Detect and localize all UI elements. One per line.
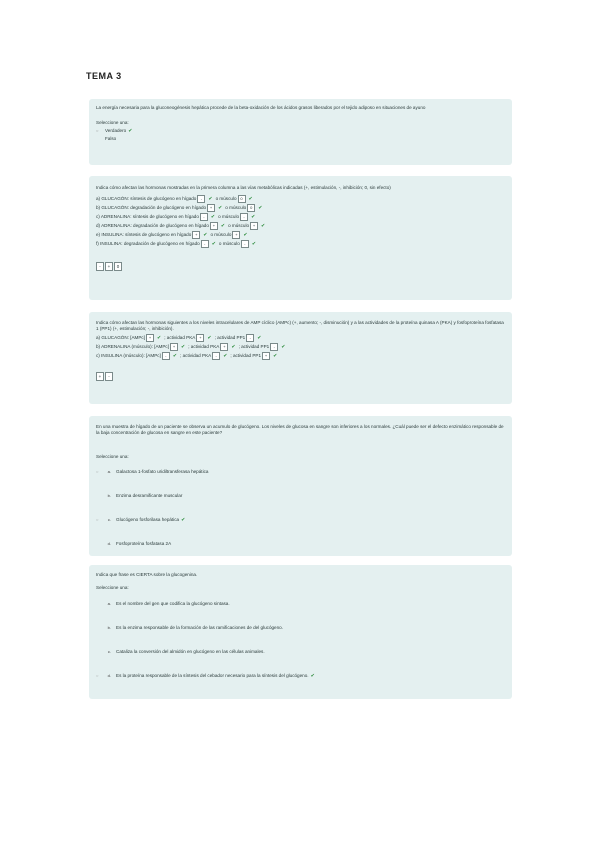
answer-box[interactable]: + xyxy=(220,343,228,351)
answer-box[interactable]: + xyxy=(192,231,200,239)
question-text: La energía necesaria para la gluconeogénesis hepática procede de la beta-oxidación de los ácidos grasos liberados por el tejido adiposo en situaciones de ayuno xyxy=(96,105,426,110)
question-text: Indica que frase es CIERTA sobre la glucogenina. xyxy=(96,572,198,577)
answer-box[interactable]: - xyxy=(201,240,209,248)
row-label: ; actividad PKA xyxy=(164,334,196,340)
answer-box[interactable]: - xyxy=(241,240,249,248)
check-icon: ✔ xyxy=(207,334,212,341)
check-icon: ✔ xyxy=(261,222,266,229)
check-icon: ✔ xyxy=(218,204,223,211)
check-icon: ✔ xyxy=(257,334,262,341)
question-text: Indica cómo afectan las hormonas siguientes a los niveles intracelulares de AMP cíclico (AMPc) (+, aumento; -, disminución) y a las actividades de la proteína quinasa A (PKA) y fosfoproteína fosfatasa 1 (PP1) (+, estimulación; -, inhibición). xyxy=(96,320,504,331)
radio-button[interactable]: ○ xyxy=(96,128,99,133)
radio-button[interactable]: ○ xyxy=(96,517,99,522)
row-label: c) INSULINA (músculo): [AMPc] xyxy=(96,352,161,358)
row-label: o músculo xyxy=(210,231,232,237)
row-label: a) GLUCAGÓN: [AMPc] xyxy=(96,334,146,340)
option-label: Es el nombre del gen que codifica la glucógeno sintasa. xyxy=(116,601,230,606)
row-label: o músculo xyxy=(215,195,237,201)
answer-box[interactable]: - xyxy=(246,334,254,342)
question-card-1 xyxy=(89,99,512,165)
check-icon: ✔ xyxy=(223,352,228,359)
check-icon: ✔ xyxy=(181,517,186,523)
radio-button[interactable]: ○ xyxy=(96,469,99,474)
option-letter: a. xyxy=(107,469,111,474)
row-label: b) GLUCAGÓN: degradación de glucógeno en hígado xyxy=(96,204,207,210)
row-label: ; actividad PKA xyxy=(188,343,220,349)
option-letter: b. xyxy=(107,493,111,498)
answer-box[interactable]: + xyxy=(250,222,258,230)
option-b[interactable] xyxy=(96,621,505,635)
check-icon: ✔ xyxy=(172,352,178,359)
option-label: Verdadero xyxy=(105,128,127,133)
option-label: Fosfoproteína fosfatasa 2A xyxy=(116,541,172,546)
question-text: En una muestra de hígado de un paciente se observa un acumulo de glucógeno. Los niveles de glucosa en sangre son inferiores a los normales. ¿Cuál puede ser el defecto enzimático responsable de la baja concentración de glucosa en sangre en este paciente? xyxy=(96,424,504,435)
option-b[interactable] xyxy=(96,489,505,503)
row-label: ; actividad PP1 xyxy=(238,343,270,349)
drag-chip[interactable]: + xyxy=(105,262,113,271)
page-title: TEMA 3 xyxy=(86,71,122,81)
question-text: Indica cómo afectan las hormonas mostradas en la primera columna a las vías metabólicas indicadas (+, estimulación, -, inhibición; 0, sin efecto) xyxy=(96,185,391,190)
option-a[interactable] xyxy=(96,465,505,479)
check-icon: ✔ xyxy=(203,231,208,238)
option-a[interactable] xyxy=(96,597,505,611)
option-letter: b. xyxy=(107,625,111,630)
option-label: Enzima desramificante muscular xyxy=(116,493,183,498)
check-icon: ✔ xyxy=(273,352,278,359)
check-icon: ✔ xyxy=(210,213,216,220)
row-label: b) ADRENALINA (músculo): [AMPc] xyxy=(96,343,170,349)
row-label: ; actividad PP1 xyxy=(230,352,262,358)
match-row xyxy=(96,203,505,212)
option-letter: c. xyxy=(107,649,111,654)
option-label: Galactosa 1-fosfato uridiltransferasa hepática xyxy=(116,469,209,474)
match-row xyxy=(96,351,505,360)
match-row xyxy=(96,221,505,230)
option-label: Falso xyxy=(105,136,117,141)
answer-box[interactable]: 0 xyxy=(247,204,255,212)
check-icon: ✔ xyxy=(281,343,286,350)
check-icon: ✔ xyxy=(251,240,257,247)
answer-box[interactable]: - xyxy=(200,213,208,221)
match-row xyxy=(96,194,505,203)
check-icon: ✔ xyxy=(157,334,162,341)
question-card-2 xyxy=(89,176,512,300)
answer-box[interactable]: - xyxy=(197,195,205,203)
check-icon: ✔ xyxy=(128,128,133,134)
check-icon: ✔ xyxy=(248,195,253,202)
check-icon: ✔ xyxy=(211,240,216,247)
option-c[interactable] xyxy=(96,645,505,659)
check-icon: ✔ xyxy=(208,195,213,202)
row-label: ; actividad PKA xyxy=(180,352,212,358)
option-letter: d. xyxy=(107,541,111,546)
drag-chip[interactable]: - xyxy=(96,262,104,271)
answer-box[interactable]: + xyxy=(207,204,215,212)
row-label: o músculo xyxy=(218,213,240,219)
answer-box[interactable]: - xyxy=(270,343,278,351)
question-card-4 xyxy=(89,416,512,556)
question-card-3 xyxy=(89,312,512,404)
option-d[interactable] xyxy=(96,669,505,683)
select-label: Seleccione una: xyxy=(96,120,129,125)
option-letter: d. xyxy=(107,673,111,678)
option-true[interactable] xyxy=(96,128,505,134)
row-label: ; actividad PP1 xyxy=(214,334,246,340)
drag-options xyxy=(96,372,505,381)
match-row xyxy=(96,239,505,248)
check-icon: ✔ xyxy=(220,222,226,229)
option-label: Glucógeno fosforilasa hepática xyxy=(116,517,180,522)
answer-box[interactable]: + xyxy=(262,352,270,360)
row-label: d) ADRENALINA: degradación de glucógeno en hígado xyxy=(96,222,209,228)
match-row xyxy=(96,230,505,239)
question-card-5 xyxy=(89,565,512,699)
check-icon: ✔ xyxy=(231,343,236,350)
match-row xyxy=(96,342,505,351)
answer-box[interactable]: + xyxy=(232,231,240,239)
answer-box[interactable]: + xyxy=(146,334,154,342)
option-label: Es la proteína responsable de la síntesis del cebador necesario para la síntesis del glucógeno. xyxy=(116,673,309,678)
row-label: o músculo xyxy=(228,222,250,228)
drag-options xyxy=(96,262,505,271)
option-false[interactable] xyxy=(96,136,505,142)
option-d[interactable] xyxy=(96,537,505,551)
drag-chip[interactable]: - xyxy=(105,372,113,381)
radio-button[interactable]: ○ xyxy=(96,673,99,678)
drag-chip[interactable]: + xyxy=(96,372,104,381)
row-label: o músculo xyxy=(225,204,247,210)
row-label: e) INSULINA: síntesis de glucógeno en hígado xyxy=(96,231,192,237)
answer-box[interactable]: 0 xyxy=(238,195,246,203)
row-label: o músculo xyxy=(218,240,240,246)
row-label: f) INSULINA: degradación de glucógeno en hígado xyxy=(96,240,200,246)
match-row xyxy=(96,333,505,342)
check-icon: ✔ xyxy=(258,204,263,211)
check-icon: ✔ xyxy=(251,213,256,220)
drag-chip[interactable]: 0 xyxy=(114,262,122,271)
check-icon: ✔ xyxy=(310,673,315,679)
answer-box[interactable]: - xyxy=(162,352,170,360)
option-letter: a. xyxy=(107,601,111,606)
check-icon: ✔ xyxy=(243,231,248,238)
option-c[interactable] xyxy=(96,513,505,527)
check-icon: ✔ xyxy=(181,343,186,350)
row-label: c) ADRENALINA: síntesis de glucógeno en hígado xyxy=(96,213,199,219)
option-letter: c. xyxy=(107,517,111,522)
answer-box[interactable]: + xyxy=(210,222,218,230)
select-label: Seleccione una: xyxy=(96,585,129,590)
answer-box[interactable]: - xyxy=(240,213,248,221)
answer-box[interactable]: - xyxy=(212,352,220,360)
answer-box[interactable]: + xyxy=(170,343,178,351)
option-label: Cataliza la conversión del almidón en glucógeno en las células animales. xyxy=(116,649,265,654)
select-label: Seleccione una: xyxy=(96,454,129,459)
option-label: Es la enzima responsable de la formación de las ramificaciones de del glucógeno. xyxy=(116,625,284,630)
answer-box[interactable]: + xyxy=(196,334,204,342)
match-row xyxy=(96,212,505,221)
row-label: a) GLUCAGÓN: síntesis de glucógeno en hígado xyxy=(96,195,197,201)
